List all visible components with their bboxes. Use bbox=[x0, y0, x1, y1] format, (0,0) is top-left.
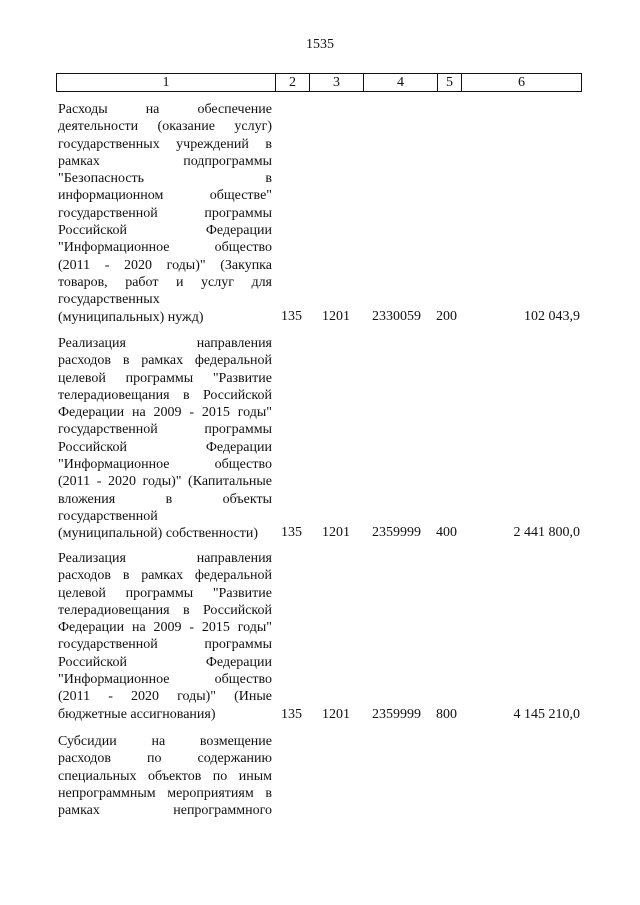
row-2-col-6: 2 441 800,0 bbox=[513, 525, 580, 540]
row-2-description: Реализация направления расходов в рамках федеральной целевой программы "Развитие телерадиовещания в Российской Федерации на 2009 - 2015 годы" государственной программы Российской Федерации "Информационное общество (2011 - 2020 годы)" (Капитальные вложения в объекты государственной (муниципальной) собственности) bbox=[58, 336, 272, 542]
row-2-col-5: 400 bbox=[436, 525, 457, 540]
row-1-col-6: 102 043,9 bbox=[524, 309, 580, 324]
row-3-col-2: 135 bbox=[281, 707, 302, 722]
row-3-col-5: 800 bbox=[436, 707, 457, 722]
row-4-description: Субсидии на возмещение расходов по содержанию специальных объектов по иным непрограммным мероприятиям в рамках непрограммного bbox=[58, 734, 272, 819]
row-2-col-2: 135 bbox=[281, 525, 302, 540]
row-1-col-2: 135 bbox=[281, 309, 302, 324]
row-2-col-3: 1201 bbox=[322, 525, 350, 540]
row-3-description: Реализация направления расходов в рамках федеральной целевой программы "Развитие телерадиовещания в Российской Федерации на 2009 - 2015 годы" государственной программы Российской Федерации "Информационное общество (2011 - 2020 годы)" (Иные бюджетные ассигнования) bbox=[58, 551, 272, 722]
row-3-col-6: 4 145 210,0 bbox=[513, 707, 580, 722]
header-col-5: 5 bbox=[438, 74, 462, 91]
header-col-1: 1 bbox=[57, 74, 276, 91]
row-2-col-4: 2359999 bbox=[372, 525, 421, 540]
row-1-col-5: 200 bbox=[436, 309, 457, 324]
row-3-col-3: 1201 bbox=[322, 707, 350, 722]
row-1-col-3: 1201 bbox=[322, 309, 350, 324]
page-number: 1535 bbox=[306, 37, 334, 52]
row-3-col-4: 2359999 bbox=[372, 707, 421, 722]
header-col-4: 4 bbox=[364, 74, 438, 91]
row-1-description: Расходы на обеспечение деятельности (оказание услуг) государственных учреждений в рамках подпрограммы "Безопасность в информационном обществе" государственной программы Российской Федерации "Информационное общество (2011 - 2020 годы)" (Закупка товаров, работ и услуг для государственных (муниципальных) нужд) bbox=[58, 102, 272, 325]
table-header bbox=[56, 73, 582, 92]
header-col-2: 2 bbox=[276, 74, 310, 91]
header-col-6: 6 bbox=[518, 75, 525, 90]
header-col-3: 3 bbox=[310, 74, 364, 91]
row-1-col-4: 2330059 bbox=[372, 309, 421, 324]
